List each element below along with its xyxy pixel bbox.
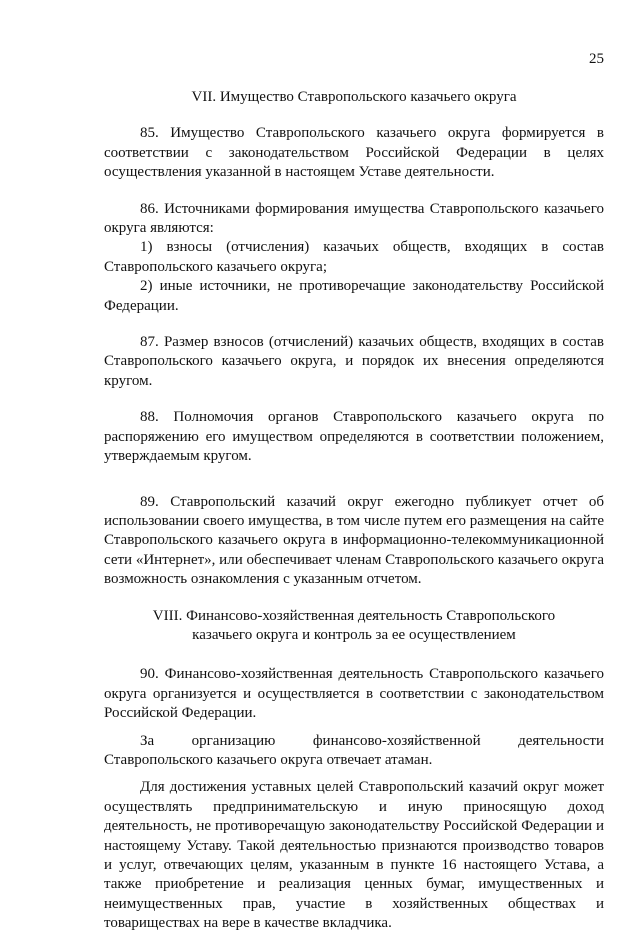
- page-number: 25: [589, 51, 604, 67]
- paragraph-86-item-1: 1) взносы (отчисления) казачьих обществ, входящих в состав Ставропольского казачьего округа;: [104, 239, 604, 275]
- section-8-heading-line-1: VIII. Финансово-хозяйственная деятельность Ставропольского: [152, 607, 556, 624]
- paragraph-90: 90. Финансово-хозяйственная деятельность Ставропольского казачьего округа организуется и осуществляется в соответствии с законодательством Российской Федерации.: [104, 666, 604, 722]
- paragraph-90-business: Для достижения уставных целей Ставропольский казачий округ может осуществлять предпринимательскую и иную приносящую доход деятельность, не противоречащую законодательству Российской Федерации и настоящему Уставу. Такой деятельностью признаются производство товаров и услуг, отвечающих целям, указанным в пункте 16 настоящего Устава, а также приобретение и реализация ценных бумаг, имущественных и неимущественных прав, участие в хозяйственных обществах и товариществах на вере в качестве вкладчика.: [104, 779, 604, 932]
- paragraph-88: 88. Полномочия органов Ставропольского казачьего округа по распоряжению его имуществом определяются в соответствии положением, утверждаемым кругом.: [104, 409, 604, 465]
- section-8-heading-line-2: казачьего округа и контроль за ее осуществлением: [192, 626, 516, 643]
- paragraph-86: 86. Источниками формирования имущества Ставропольского казачьего округа являются:: [104, 200, 604, 237]
- section-8-heading: [104, 607, 604, 646]
- paragraph-90-ataman: За организацию финансово-хозяйственной деятельности Ставропольского казачьего округа отвечает атаман.: [104, 732, 604, 768]
- paragraph-87: 87. Размер взносов (отчислений) казачьих обществ, входящих в состав Ставропольского казачьего округа, и порядок их внесения определяются кругом.: [104, 334, 604, 389]
- page-content: [104, 88, 604, 934]
- paragraph-89: 89. Ставропольский казачий округ ежегодно публикует отчет об использовании своего имущества, в том числе путем его размещения на сайте Ставропольского казачьего округа в информационно-телекоммуникационной сети «Интернет», или обеспечивает членам Ставропольского казачьего округа возможность ознакомления с указанным отчетом.: [104, 493, 604, 588]
- section-7-heading: VII. Имущество Ставропольского казачьего округа: [191, 89, 517, 105]
- paragraph-86-item-2: 2) иные источники, не противоречащие законодательству Российской Федерации.: [104, 278, 604, 314]
- paragraph-85: 85. Имущество Ставропольского казачьего округа формируется в соответствии с законодательством Российской Федерации в целях осуществления указанной в настоящем Уставе деятельности.: [104, 125, 604, 181]
